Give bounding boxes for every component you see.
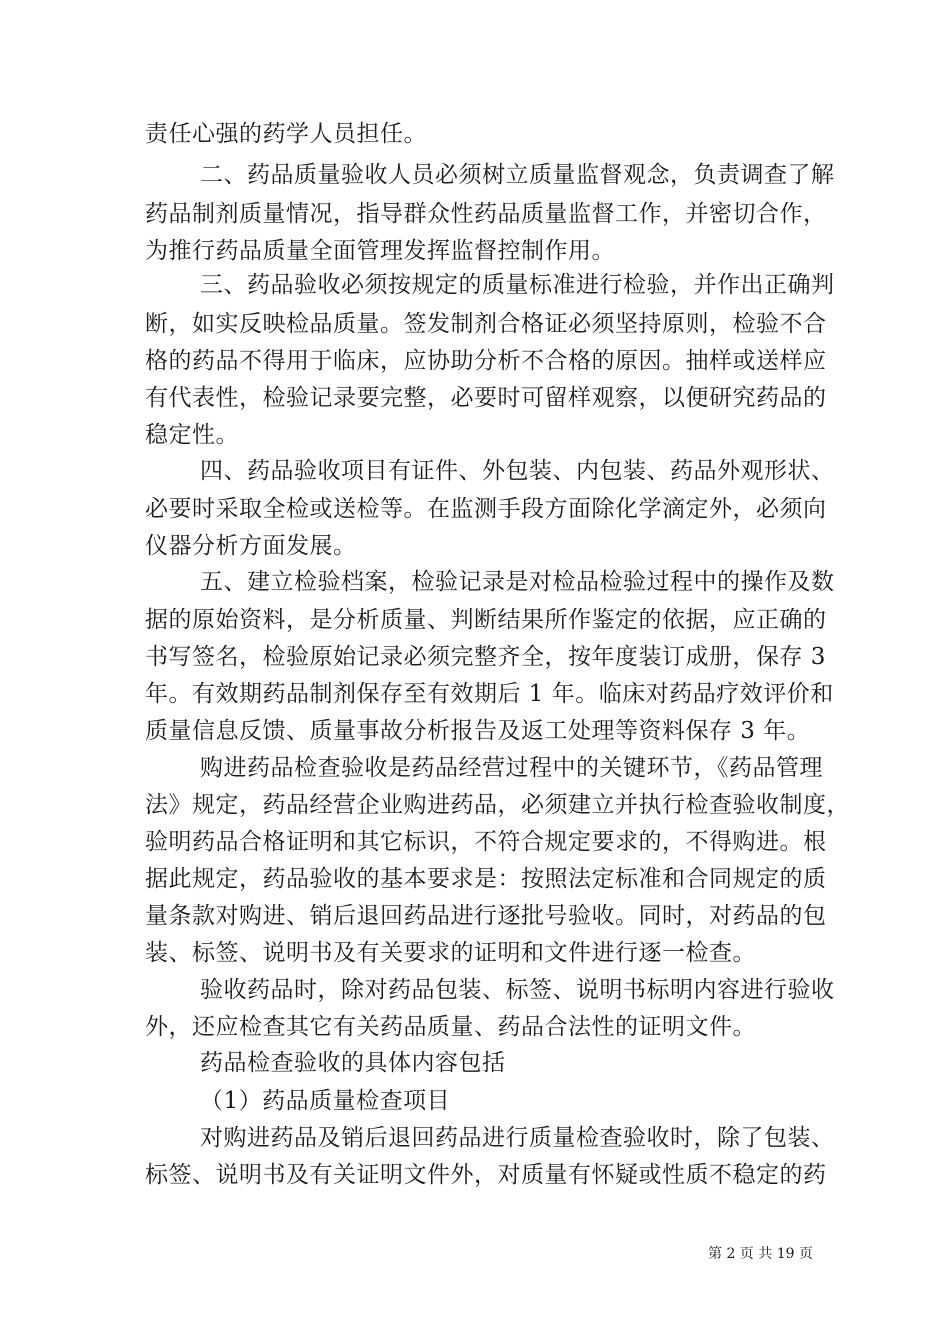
text-line: 五、建立检验档案，检验记录是对检品检验过程中的操作及数	[200, 569, 835, 595]
text-line: 据此规定，药品验收的基本要求是：按照法定标准和合同规定的质	[145, 866, 827, 892]
text-line: 有代表性，检验记录要完整，必要时可留样观察，以便研究药品的	[145, 385, 827, 411]
page-number-footer: 第 2 页 共 19 页	[708, 1246, 813, 1262]
text-line: 书写签名，检验原始记录必须完整齐全，按年度装订成册，保存 3	[145, 644, 826, 670]
text-line: 格的药品不得用于临床，应协助分析不合格的原因。抽样或送样应	[145, 348, 827, 374]
text-line: 责任心强的药学人员担任。	[145, 121, 427, 147]
text-line: 断，如实反映检品质量。签发制剂合格证必须坚持原则，检验不合	[145, 311, 827, 337]
text-line: 法》规定，药品经营企业购进药品，必须建立并执行检查验收制度，	[145, 792, 850, 818]
text-line: 标签、说明书及有关证明文件外，对质量有怀疑或性质不稳定的药	[145, 1162, 827, 1188]
text-line: 据的原始资料，是分析质量、判断结果所作鉴定的依据，应正确的	[145, 607, 827, 633]
text-line: 稳定性。	[145, 422, 239, 448]
text-line: 质量信息反馈、质量事故分析报告及返工处理等资料保存 3 年。	[145, 718, 811, 744]
text-line: 年。有效期药品制剂保存至有效期后 1 年。临床对药品疗效评价和	[145, 681, 834, 707]
text-line: 药品检查验收的具体内容包括	[200, 1050, 506, 1076]
text-line: 仪器分析方面发展。	[145, 533, 357, 559]
text-line: 三、药品验收必须按规定的质量标准进行检验，并作出正确判	[200, 272, 835, 298]
text-line: 必要时采取全检或送检等。在监测手段方面除化学滴定外，必须向	[145, 496, 827, 522]
text-line: 验收药品时，除对药品包装、标签、说明书标明内容进行验收	[200, 977, 835, 1003]
text-line: 外，还应检查其它有关药品质量、药品合法性的证明文件。	[145, 1014, 756, 1040]
text-line: 药品制剂质量情况，指导群众性药品质量监督工作，并密切合作，	[145, 201, 827, 227]
text-line: 对购进药品及销后退回药品进行质量检查验收时，除了包装、	[200, 1125, 835, 1151]
text-line: 购进药品检查验收是药品经营过程中的关键环节，《药品管理	[200, 755, 823, 781]
text-line: 验明药品合格证明和其它标识，不符合规定要求的，不得购进。根	[145, 829, 827, 855]
text-line: 量条款对购进、销后退回药品进行逐批号验收。同时，对药品的包	[145, 903, 827, 929]
text-line: 四、药品验收项目有证件、外包装、内包装、药品外观形状、	[200, 458, 835, 484]
text-line: 装、标签、说明书及有关要求的证明和文件进行逐一检查。	[145, 940, 756, 966]
text-line: （1）药品质量检查项目	[200, 1088, 451, 1114]
text-line: 为推行药品质量全面管理发挥监督控制作用。	[145, 238, 615, 264]
text-line: 二、药品质量验收人员必须树立质量监督观念，负责调查了解	[200, 162, 835, 188]
